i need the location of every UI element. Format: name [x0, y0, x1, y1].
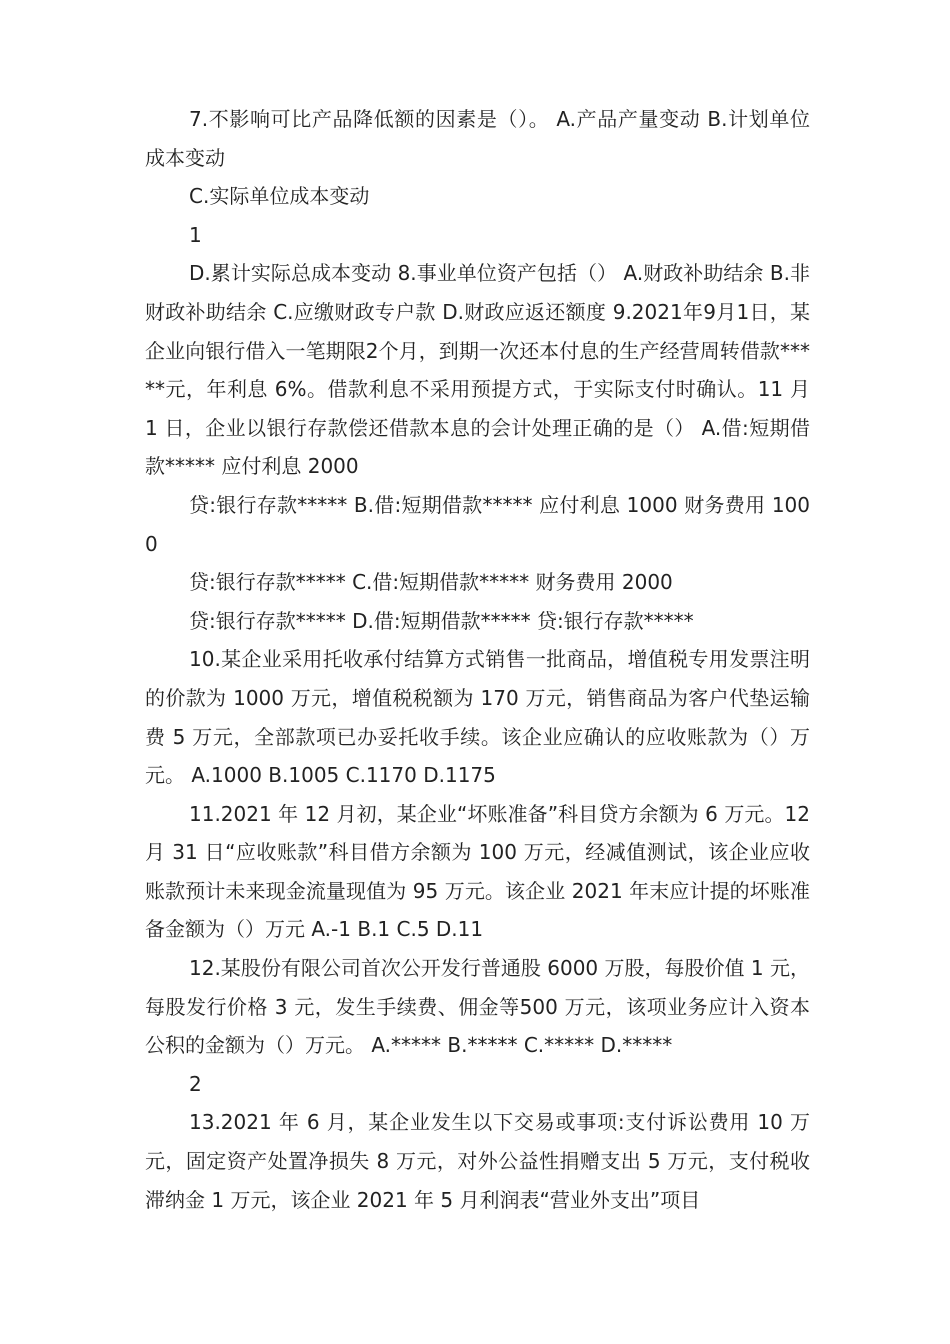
paragraph-q9-option-d: 贷:银行存款***** D.借:短期借款***** 贷:银行存款*****: [189, 608, 694, 633]
paragraph-q10: 10.某企业采用托收承付结算方式销售一批商品，增值税专用发票注明的价款为 1000 万元，增值税税额为 170 万元，销售商品为客户代垫运输费 5 万元，全部款项已办妥托收手续。该企业应确认的应收账款为（）万元。 A.1000 B.1005 C.1170 D.1175: [145, 647, 810, 788]
document-body: [145, 100, 810, 1219]
paragraph-q11: 11.2021 年 12 月初，某企业“坏账准备”科目贷方余额为 6 万元。12 月 31 日“应收账款”科目借方余额为 100 万元，经减值测试，该企业应收账款预计未来现金流量现值为 95 万元。该企业 2021 年末应计提的坏账准备金额为（）万元 A.-1 B.1 C.5 D.11: [145, 801, 810, 942]
page-number-1: 1: [189, 222, 202, 247]
paragraph-q9-option-c: 贷:银行存款***** C.借:短期借款***** 财务费用 2000: [189, 570, 673, 595]
page-number-2: 2: [189, 1071, 202, 1096]
paragraph-q7-option-c: C.实际单位成本变动: [189, 184, 370, 209]
paragraph-q8-q9: D.累计实际总成本变动 8.事业单位资产包括（） A.财政补助结余 B.非财政补助结余 C.应缴财政专户款 D.财政应返还额度 9.2021年9月1日，某企业向银行借入一笔期限2个月，到期一次还本付息的生产经营周转借款*****元，年利息 6%。借款利息不采用预提方式，于实际支付时确认。11 月 1 日，企业以银行存款偿还借款本息的会计处理正确的是（） A.借:短期借款***** 应付利息 2000: [145, 261, 810, 479]
paragraph-q9-option-b: 贷:银行存款***** B.借:短期借款***** 应付利息 1000 财务费用 1000: [145, 492, 810, 556]
paragraph-q7: 7.不影响可比产品降低额的因素是（）。 A.产品产量变动 B.计划单位成本变动: [145, 107, 810, 170]
paragraph-q12: 12.某股份有限公司首次公开发行普通股 6000 万股，每股价值 1 元，每股发行价格 3 元，发生手续费、佣金等500 万元，该项业务应计入资本公积的金额为（）万元。 A.***** B.***** C.***** D.*****: [145, 956, 810, 1058]
paragraph-q13: 13.2021 年 6 月，某企业发生以下交易或事项:支付诉讼费用 10 万元，固定资产处置净损失 8 万元，对外公益性捐赠支出 5 万元，支付税收滞纳金 1 万元，该企业 2021 年 5 月利润表“营业外支出”项目: [145, 1110, 810, 1212]
